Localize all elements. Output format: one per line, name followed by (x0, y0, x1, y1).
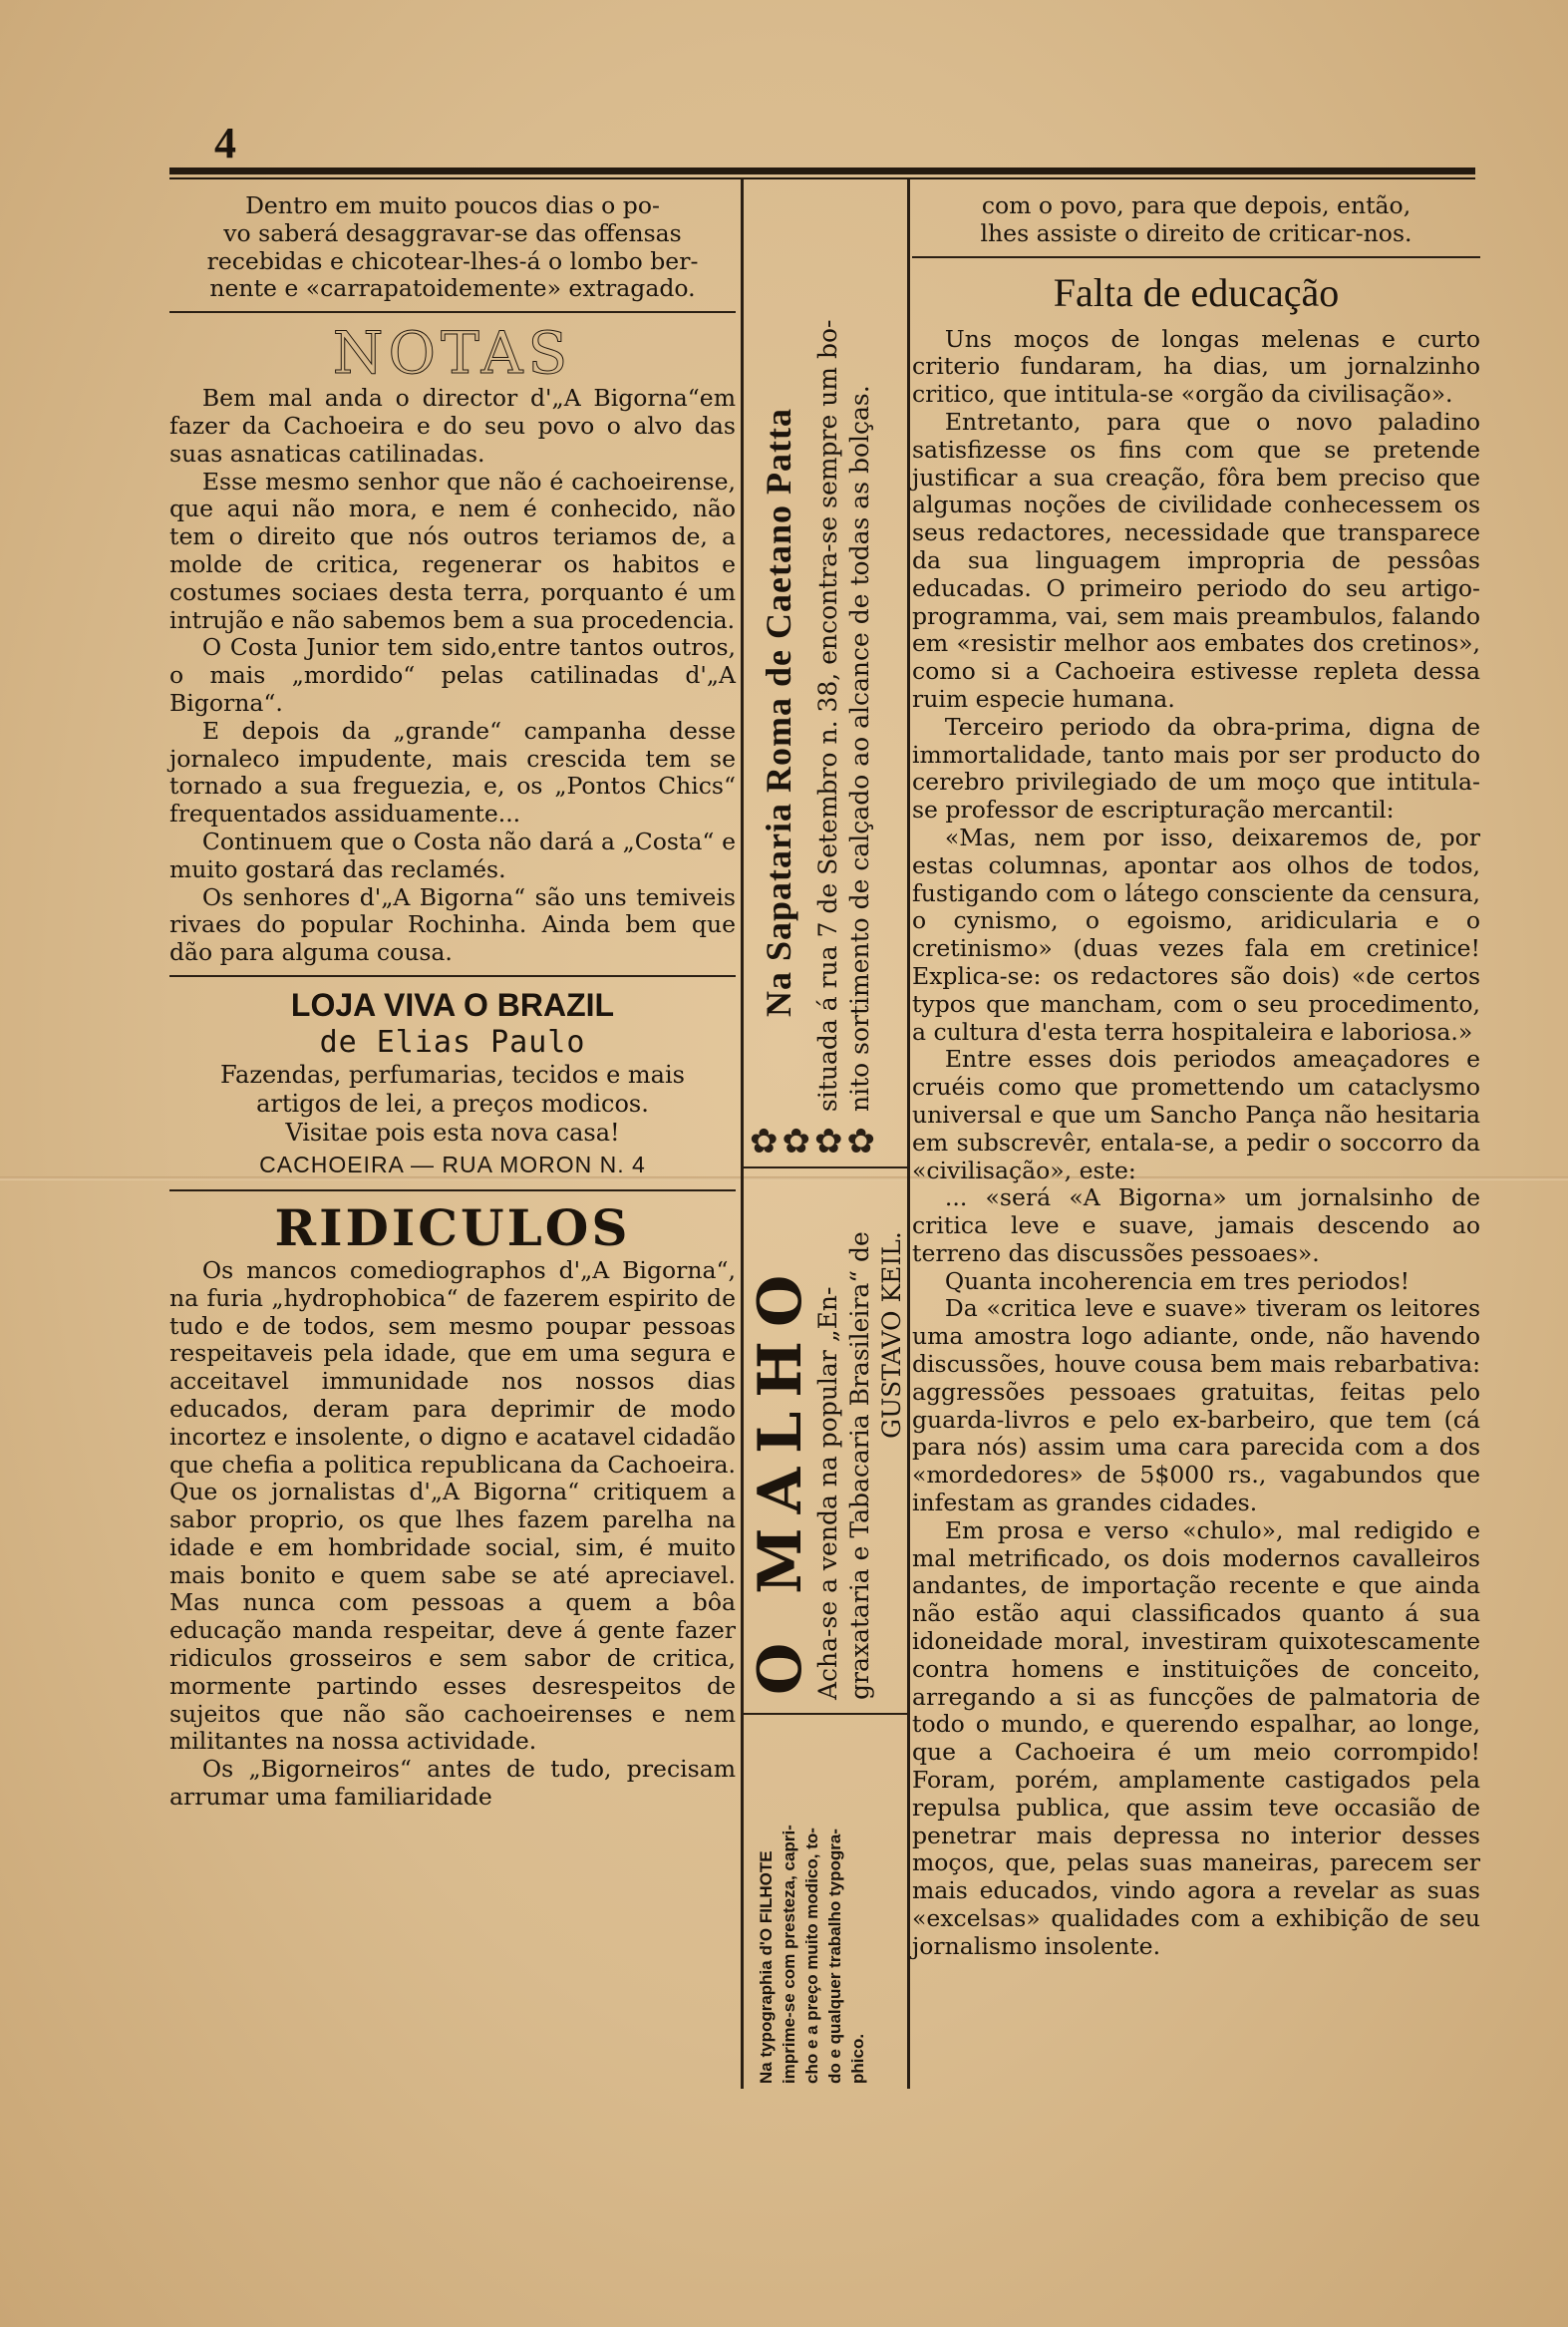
falta-paragraph: Entretanto, para que o novo paladino satisfizesse os fins com que se pretende justificar a sua creação, fôra bem preciso que algumas noções de civilidade conhecessem os seus redactores, necessidade que transparece da sua linguagem impropria de pessôas educadas. O primeiro periodo do seu artigo-programma, vai, sem mais preambulos, falando em «resistir melhor aos embates dos cretinos», como si a Cachoeira estivesse repleta dessa ruim especie humana. (912, 407, 1480, 713)
intro-line: Dentro em muito poucos dias o po- (245, 191, 660, 219)
notas-heading: NOTAS (332, 319, 573, 388)
notas-paragraph: O Costa Junior tem sido,entre tantos outros, o mais „mordido“ pelas catilinadas d'„A Bigorna“. (169, 633, 736, 717)
ad-address: CACHOEIRA — RUA MORON N. 4 (259, 1151, 646, 1177)
falta-paragraph: Terceiro periodo da obra-prima, digna de immortalidade, tanto mais por ser producto do cerebro privilegiado de um moço que intitula-se professor de escripturação mercantil: (912, 712, 1480, 825)
advertisement-loja (169, 985, 736, 1181)
notas-paragraph: Esse mesmo senhor que não é cachoeirense, que aqui não mora, e nem é conhecido, não tem o direito que nós outros teriamos de, a molde de critica, regenerar os habitos e costumes sociaes desta terra, porquanto é um intrujão e não sabemos bem a sua procedencia. (169, 467, 736, 634)
ad-subtitle: de Elias Paulo (319, 1024, 586, 1060)
middle-rule (743, 1166, 907, 1168)
falta-paragraph: Em prosa e verso «chulo», mal redigido e mal metrificado, os dois modernos cavalleiros andantes, de importação recente e que ainda não estão aqui classificados quanto á sua idoneidade moral, investiram quixotescamente contra homens e instituições de conceito, arregando a si as funcções de palmatoria de todo o mundo, e querendo espalhar, ao longe, que a Cachoeira é um meio corrompido! Foram, porém, amplamente castigados pela repulsa publica, que assim teve occasião de penetrar mais depressa no interior desses moços, que, pelas suas maneiras, parecem ser mais educados, vindo agora a revelar as suas «excelsas» qualidades com a exhibição de seu jornalismo insolente. (912, 1515, 1480, 1960)
notas-paragraph: E depois da „grande“ campanha desse jornaleco impudente, mais crescida tem se tornado a sua freguezia, e, os „Pontos Chics“ frequentados assiduamente... (169, 716, 736, 829)
intro-line: nente e «carrapatoidemente» extragado. (209, 274, 696, 303)
column-divider-left (741, 179, 744, 2089)
sapataria-line: nito sortimento de calçado ao alcance de todas as bolças. (845, 385, 874, 1112)
section-rule (169, 1189, 736, 1191)
falta-paragraph: Da «critica leve e suave» tiveram os leitores uma amostra logo adiante, onde, não havendo discussões, houve cousa bem mais rebarbativa: aggressões pessoaes gratuitas, feitas pelo guarda-livros e pelo ex-barbeiro, que tem (cá para nós) assim uma cara parecida com a dos «mordedores» de 5$000 rs., vagabundos que infestam as grandes cidades. (912, 1294, 1480, 1517)
falta-paragraph: Entre esses dois periodos ameaçadores e cruéis como que promettendo um cataclysmo universal e que um Sancho Pança não hesitaria em subscrevêr, entala-se, a pedir o soccorro da «civilisação», este: (912, 1045, 1480, 1184)
notas-paragraph: Bem mal anda o director d'„A Bigorna“em fazer da Cachoeira e do seu povo o alvo das suas asnaticas catilinadas. (169, 384, 736, 468)
ridiculos-paragraph: Os „Bigorneiros“ antes de tudo, precisam arrumar uma familiaridade (169, 1755, 736, 1812)
falta-paragraph: Quanta incoherencia em tres periodos! (944, 1266, 1411, 1295)
header-rule (169, 167, 1475, 174)
malho-line: graxataria e Tabacaria Brasileira“ de (845, 1231, 874, 1700)
notas-paragraph: Continuem que o Costa não dará a „Costa“ e muito gostará das reclamés. (169, 827, 736, 883)
intro-line: com o povo, para que depois, então, (981, 191, 1411, 219)
typo-line: cho e a preço muito modico, to- (802, 1828, 821, 2084)
intro-line: recebidas e chicotear-lhes-á o lombo ber- (206, 246, 699, 275)
malho-line: Acha-se a venda na popular „En- (813, 1286, 842, 1700)
typo-line: Na typographia d'O FILHOTE (757, 1850, 776, 2084)
sapataria-title: Na Sapataria Roma de Caetano Patta (759, 408, 798, 1017)
falta-paragraph: Uns moços de longas melenas e curto criterio fundaram, ha dias, um jornalzinho critico, que intitula-se «orgão da civilisação». (912, 324, 1480, 409)
intro-line: vo saberá desaggravar-se das offensas (223, 218, 682, 247)
intro-line: lhes assiste o direito de criticar-nos. (980, 218, 1412, 247)
ridiculos-paragraph: Os mancos comediographos d'„A Bigorna“, na furia „hydrophobica“ de fazerem espirito de tudo e de todos, sem mesmo poupar pessoas respeitaveis pela idade, que em uma segura e acceitavel immunidade nos nossos dias educados, deram para deprimir de modo incortez e insolente, o digno e acatavel cidadão que chefia a politica republicana da Cachoeira. Que os jornalistas d'„A Bigorna“ critiquem a sabor proprio, os que lhes fazem parelha na idade e em hombridade social, sim, é muito mais bonito e quem sabe se até apreciavel. Mas nunca com pessoas a quem a bôa educação manda respeitar, deve á gente fazer ridiculos grosseiros e sem sabor de critica, mormente partindo esses desrespeitos de sujeitos que não são cachoeirenses e nem militantes na nossa actividade. (169, 1255, 736, 1756)
column-left (169, 192, 736, 1812)
malho-line: GUSTAVO KEIL. (877, 1231, 906, 1439)
ornament-icon: ✿✿✿✿ (750, 1122, 879, 1162)
ad-line: Visitae pois esta nova casa! (285, 1118, 620, 1147)
falta-paragraph: «Mas, nem por isso, deixaremos de, por estas columnas, apontar aos olhos de todos, fustigando com o látego consciente da censura, o cynismo, o egoismo, aridicularia e o cretinismo» (duas vezes fala em cretinice! Explica-se: os redactores são dois) «de certos typos que mancham, com o seu procedimento, a cultura d'esta terra hospitaleira e laboriosa.» (912, 823, 1480, 1046)
typographia-text (755, 1825, 869, 2084)
column-right (912, 192, 1480, 1961)
ad-title: LOJA VIVA O BRAZIL (290, 986, 615, 1023)
falta-paragraph: ... «será «A Bigorna» um jornalsinho de critica leve e suave, jamais descendo ao terreno das discussões pessoaes». (912, 1183, 1480, 1267)
malho-text (812, 1231, 908, 1700)
ad-line: Fazendas, perfumarias, tecidos e mais (220, 1060, 685, 1089)
notas-paragraph: Os senhores d'„A Bigorna“ são uns temiveis rivaes do popular Rochinha. Ainda bem que dão para alguma cousa. (169, 882, 736, 967)
section-rule (169, 975, 736, 977)
typo-line: phico. (848, 2033, 867, 2084)
page-number: 4 (214, 119, 236, 167)
ad-line: artigos de lei, a preços modicos. (256, 1089, 649, 1118)
ridiculos-heading: RIDICULOS (274, 1197, 631, 1257)
sapataria-text (812, 320, 876, 1112)
section-rule (912, 256, 1480, 258)
column-divider-right (907, 179, 910, 2089)
header-rule-thin (169, 177, 1475, 179)
falta-heading: Falta de educação (1053, 269, 1340, 315)
malho-title: O MALHO (746, 1260, 815, 1695)
intro-text (169, 192, 736, 303)
middle-rule (743, 1713, 907, 1715)
typo-line: do e qualquer trabalho typogra- (825, 1828, 844, 2084)
typo-line: imprime-se com presteza, capri- (780, 1825, 798, 2084)
sapataria-line: situada á rua 7 de Setembro n. 38, encontra-se sempre um bo- (813, 319, 842, 1112)
section-rule (169, 311, 736, 313)
